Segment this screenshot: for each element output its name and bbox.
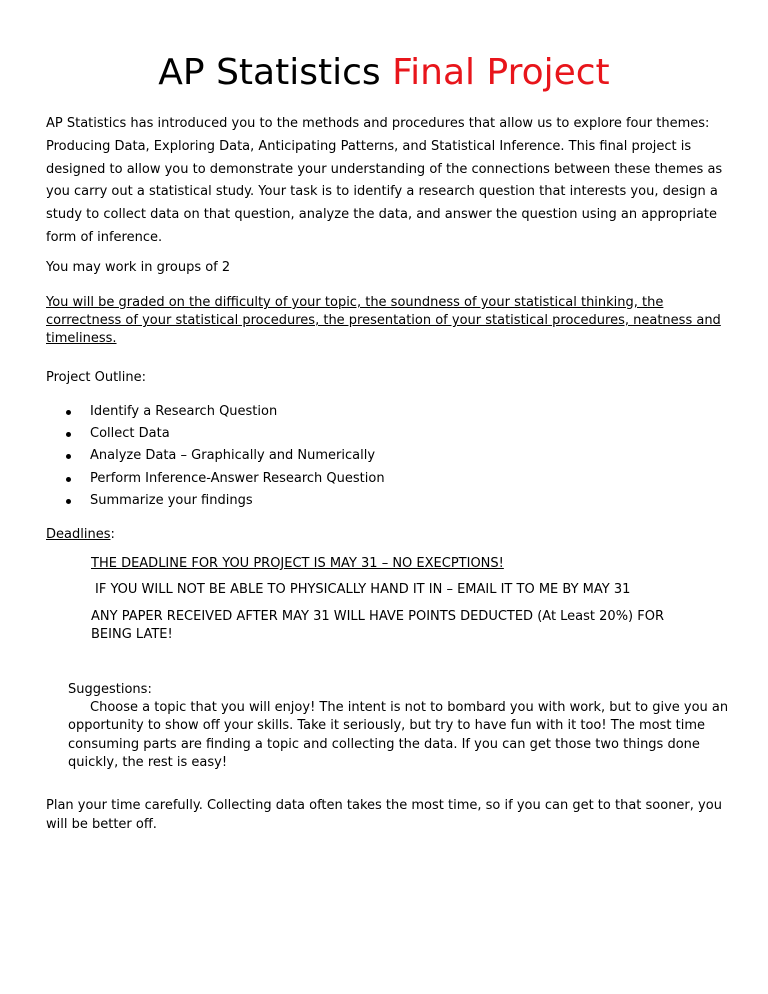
- list-item: [66, 423, 385, 445]
- intro-paragraph: AP Statistics has introduced you to the methods and procedures that allow us to explore four themes: Producing Data, Exploring Data, Anticipating Patterns, and Statistical Inference. This final project is designed to allow you to demonstrate your understanding of the connections between these themes as you carry out a statistical study. Your task is to identify a research question that interests you, design a study to collect data on that question, analyze the data, and answer the question using an appropriate form of inference.: [46, 116, 723, 245]
- groups-note: You may work in groups of 2: [46, 260, 231, 275]
- title-main: AP Statistics: [158, 52, 393, 93]
- deadlines-label: Deadlines: [46, 527, 111, 542]
- suggestions-heading: Suggestions:: [68, 682, 152, 697]
- list-item: [66, 490, 385, 512]
- list-item: [66, 445, 385, 467]
- deadlines-heading: [46, 526, 732, 544]
- outline-item-label: Analyze Data – Graphically and Numerically: [90, 448, 376, 464]
- deadline-email: IF YOU WILL NOT BE ABLE TO PHYSICALLY HAND IT IN – EMAIL IT TO ME BY MAY 31: [95, 582, 631, 597]
- title-accent: Final Project: [392, 52, 610, 93]
- outline-list: [66, 401, 385, 512]
- bullet-icon: [66, 499, 71, 504]
- list-item: [66, 468, 385, 490]
- list-item: [66, 401, 385, 423]
- bullet-icon: [66, 454, 71, 459]
- plan-paragraph: Plan your time carefully. Collecting data often takes the most time, so if you can get to that sooner, you will be better off.: [46, 798, 722, 832]
- outline-item-label: Summarize your findings: [90, 492, 253, 508]
- deadline-main: THE DEADLINE FOR YOU PROJECT IS MAY 31 – NO EXECPTIONS!: [91, 556, 504, 571]
- page-title: [0, 48, 768, 98]
- outline-item-label: Perform Inference-Answer Research Question: [90, 470, 385, 486]
- suggestions-paragraph: Choose a topic that you will enjoy! The intent is not to bombard you with work, but to give you an opportunity to show off your skills. Take it seriously, but try to have fun with it too! The most time consuming parts are finding a topic and collecting the data. If you can get those two things done quickly, the rest is easy!: [68, 700, 729, 771]
- grading-criteria: You will be graded on the difficulty of your topic, the soundness of your statistical thinking, the correctness of your statistical procedures, the presentation of your statistical procedures, neatness and timeliness.: [46, 295, 721, 346]
- bullet-icon: [66, 410, 71, 415]
- outline-item-label: Identify a Research Question: [90, 404, 278, 419]
- bullet-icon: [66, 432, 71, 437]
- deadlines-colon: :: [110, 527, 115, 542]
- deadline-late-penalty: ANY PAPER RECEIVED AFTER MAY 31 WILL HAVE POINTS DEDUCTED (At Least 20%) FOR BEING LATE!: [91, 609, 664, 642]
- outline-item-label: Collect Data: [90, 426, 170, 442]
- bullet-icon: [66, 477, 71, 482]
- outline-heading: Project Outline:: [46, 370, 147, 385]
